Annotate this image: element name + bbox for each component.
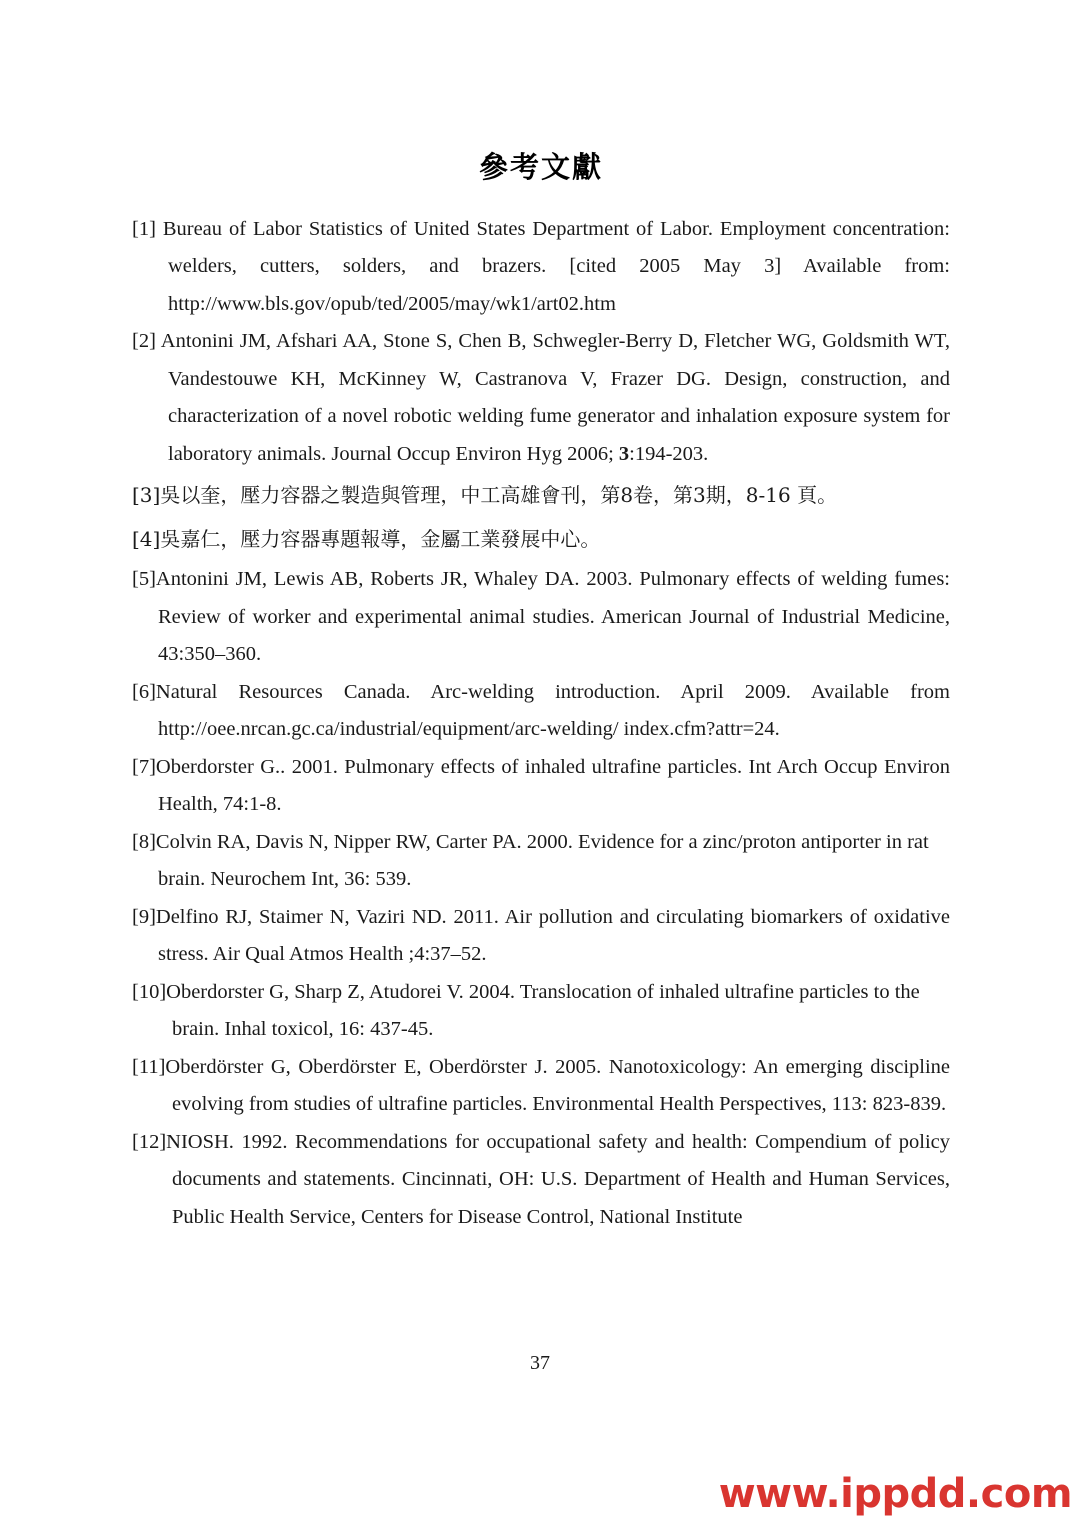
page-number: 37 [530, 1352, 550, 1374]
reference-item-2 [132, 323, 950, 473]
reference-item-3: [3]吳以奎，壓力容器之製造與管理，中工高雄會刊，第8卷，第3期，8-16 頁。 [132, 483, 838, 508]
reference-item-6: [6]Natural Resources Canada. Arc-welding introduction. April 2009. Available from http://oee.nrcan.gc.ca/industrial/equipment/arc-welding/ index.cfm?attr=24. [132, 680, 950, 741]
reference-item-8: [8]Colvin RA, Davis N, Nipper RW, Carter PA. 2000. Evidence for a zinc/proton antiporter in rat brain. Neurochem Int, 36: 539. [132, 830, 929, 891]
reference-item-11: [11]Oberdörster G, Oberdörster E, Oberdörster J. 2005. Nanotoxicology: An emerging discipline evolving from studies of ultrafine particles. Environmental Health Perspectives, 113: 823-839. [132, 1055, 950, 1116]
reference-item-4: [4]吳嘉仁，壓力容器專題報導，金屬工業發展中心。 [132, 527, 601, 552]
reference-2-volume: 3 [618, 442, 630, 465]
document-content [132, 150, 950, 1236]
reference-item-7: [7]Oberdorster G.. 2001. Pulmonary effects of inhaled ultrafine particles. Int Arch Occup Environ Health, 74:1-8. [132, 755, 950, 816]
page-title: 參考文獻 [478, 150, 603, 184]
watermark: www.ippdd.com [718, 1471, 1072, 1517]
reference-item-1: [1] Bureau of Labor Statistics of United States Department of Labor. Employment concentration: welders, cutters, solders, and brazers. [cited 2005 May 3] Available from: http://www.bls.gov/opub/ted/2005/may/wk1/art02.htm [132, 217, 950, 315]
reference-item-9: [9]Delfino RJ, Staimer N, Vaziri ND. 2011. Air pollution and circulating biomarkers of oxidative stress. Air Qual Atmos Health ;4:37–52. [132, 905, 950, 966]
reference-item-12: [12]NIOSH. 1992. Recommendations for occupational safety and health: Compendium of policy documents and statements. Cincinnati, OH: U.S. Department of Health and Human Services, Public Health Service, Centers for Disease Control, National Institute [132, 1130, 950, 1228]
reference-2-text-a: [2] Antonini JM, Afshari AA, Stone S, Chen B, Schwegler-Berry D, Fletcher WG, Goldsmith WT, Vandestouwe KH, McKinney W, Castranova V, Frazer DG. Design, construction, and characterization of a novel robotic welding fume generator and inhalation exposure system for laboratory animals. Journal Occup Environ Hyg 2006; [132, 330, 950, 465]
reference-item-10: [10]Oberdorster G, Sharp Z, Atudorei V. 2004. Translocation of inhaled ultrafine particles to the brain. Inhal toxicol, 16: 437-45. [132, 980, 920, 1041]
reference-2-text-b: :194-203. [629, 442, 709, 465]
reference-list [132, 211, 950, 1237]
reference-item-5: [5]Antonini JM, Lewis AB, Roberts JR, Whaley DA. 2003. Pulmonary effects of welding fumes: Review of worker and experimental animal studies. American Journal of Industrial Medicine, 43:350–360. [132, 568, 950, 666]
